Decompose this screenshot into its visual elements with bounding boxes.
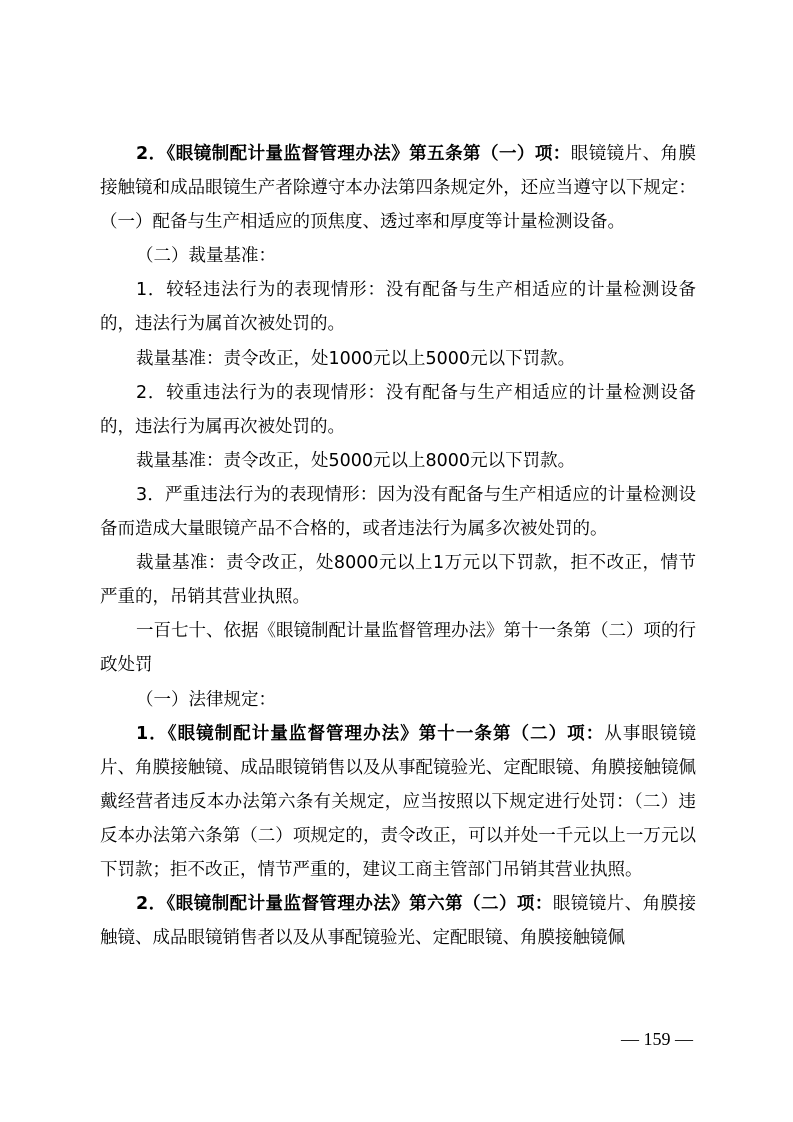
paragraph-article-6-item-2 (100, 887, 696, 955)
paragraph-severe-violation: 3．严重违法行为的表现情形：因为没有配备与生产相适应的计量检测设备而造成大量眼镜产品不合格的，或者违法行为属多次被处罚的。 (100, 484, 696, 540)
paragraph-serious-standard: 裁量基准：责令改正，处5000元以上8000元以下罚款。 (136, 450, 576, 471)
page-number: — 159 — (621, 1029, 693, 1049)
paragraph-section-170-heading: 一百七十、依据《眼镜制配计量监督管理办法》第十一条第（二）项的行政处罚 (100, 621, 696, 676)
paragraph-minor-violation: 1．较轻违法行为的表现情形：没有配备与生产相适应的计量检测设备的，违法行为属首次被处罚的。 (100, 280, 696, 335)
paragraph-lead: 2．《眼镜制配计量监督管理办法》第五条第（一）项： (136, 144, 571, 164)
paragraph-text: 眼镜镜片、角膜接触镜和成品眼镜生产者除遵守本办法第四条规定外，还应当遵守以下规定：（一）配备与生产相适应的顶焦度、透过率和厚度等计量检测设备。 (100, 144, 696, 233)
paragraph-lead: 2．《眼镜制配计量监督管理办法》第六第（二）项： (136, 894, 553, 915)
document-body (100, 137, 696, 955)
paragraph-article-5-item-1 (100, 137, 696, 239)
paragraph-severe-standard: 裁量基准：责令改正，处8000元以上1万元以下罚款，拒不改正，情节严重的，吊销其营业执照。 (100, 553, 696, 608)
paragraph-text: 从事眼镜镜片、角膜接触镜、成品眼镜销售以及从事配镜验光、定配眼镜、角膜接触镜佩戴经营者违反本办法第六条有关规定，应当按照以下规定进行处罚：（二）违反本办法第六条第（二）项规定的，责令改正，可以并处一千元以上一万元以下罚款；拒不改正，情节严重的，建议工商主管部门吊销其营业执照。 (100, 723, 696, 880)
paragraph-serious-violation: 2．较重违法行为的表现情形：没有配备与生产相适应的计量检测设备的，违法行为属再次被处罚的。 (100, 382, 696, 437)
paragraph-text: 眼镜镜片、角膜接触镜、成品眼镜销售者以及从事配镜验光、定配眼镜、角膜接触镜佩 (100, 894, 696, 949)
paragraph-minor-standard: 裁量基准：责令改正，处1000元以上5000元以下罚款。 (136, 348, 576, 369)
paragraph-heading-legal-provision: （一）法律规定： (136, 689, 276, 710)
paragraph-heading-discretion-standard: （二）裁量基准： (136, 246, 276, 267)
paragraph-article-11-item-2 (100, 717, 696, 887)
paragraph-lead: 1．《眼镜制配计量监督管理办法》第十一条第（二）项： (136, 723, 605, 744)
